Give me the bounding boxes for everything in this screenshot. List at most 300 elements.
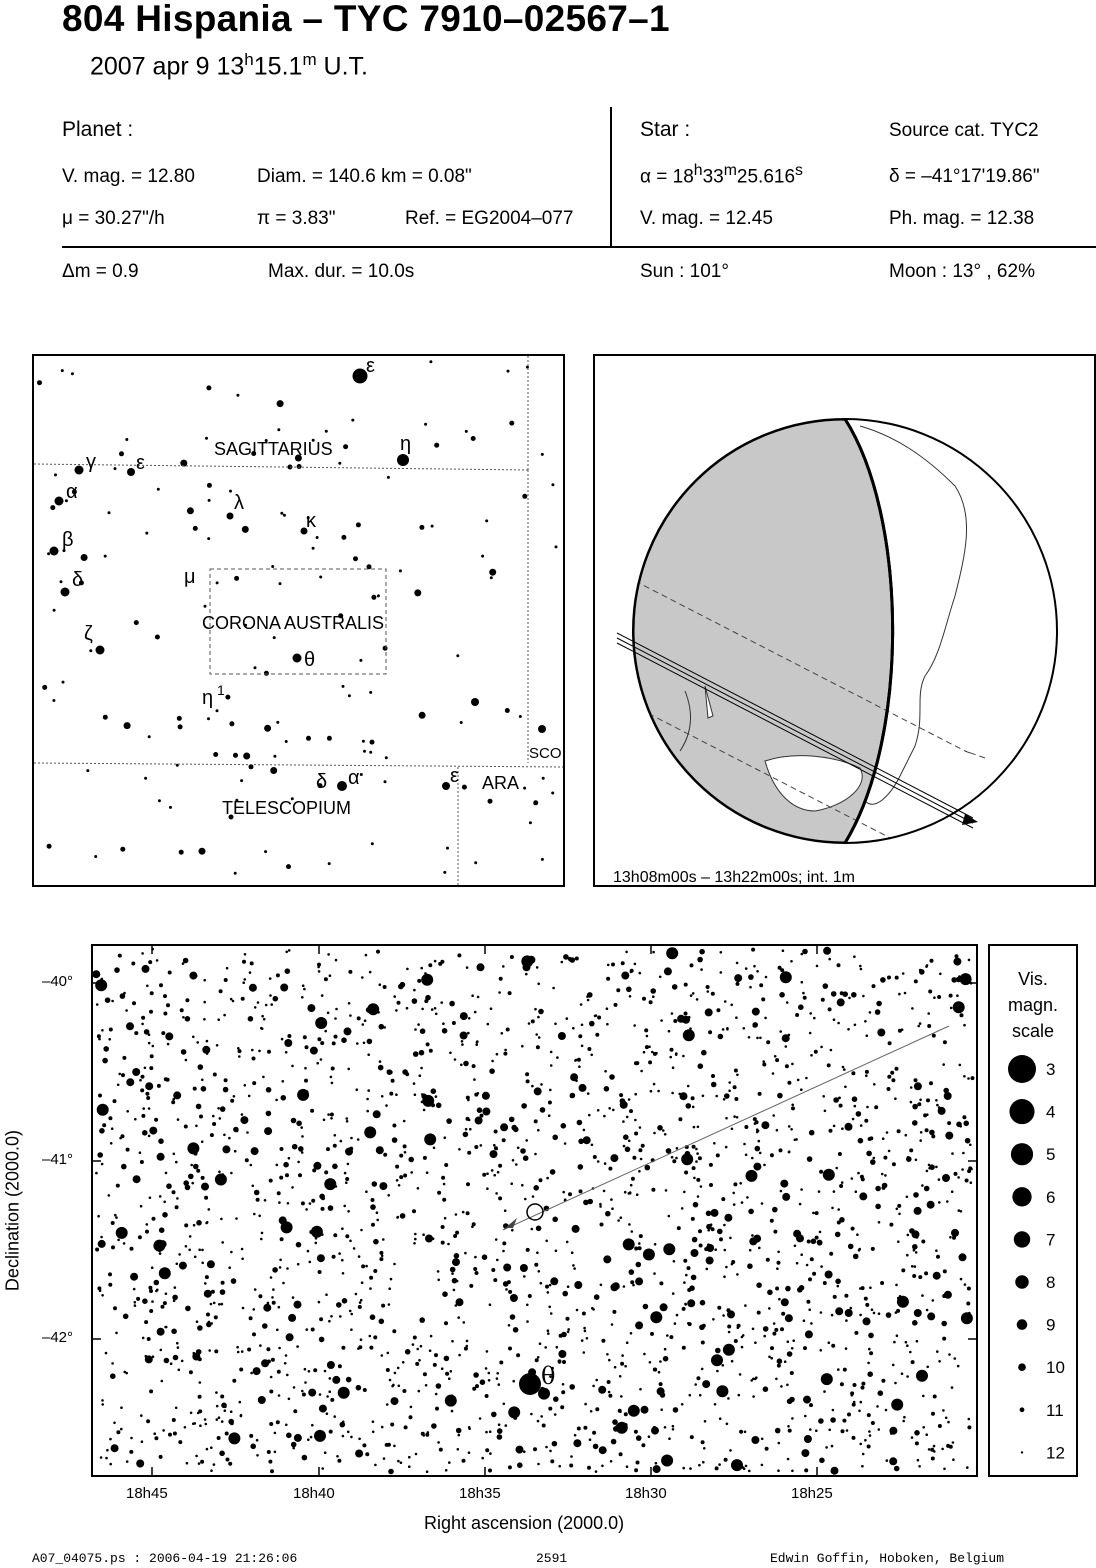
background-star — [187, 1142, 199, 1154]
background-star — [673, 1407, 679, 1413]
background-star — [662, 1129, 665, 1132]
background-star — [342, 1298, 348, 1304]
finder-star — [443, 871, 446, 874]
background-star — [763, 1335, 766, 1338]
background-star — [547, 1332, 550, 1335]
background-star — [248, 1016, 254, 1022]
background-star — [121, 1134, 125, 1138]
background-star — [232, 1000, 235, 1003]
background-star — [787, 1081, 791, 1085]
background-star — [766, 1040, 770, 1044]
finder-star — [456, 654, 459, 657]
background-star — [449, 1001, 455, 1007]
background-star — [818, 1418, 824, 1424]
background-star — [865, 1303, 869, 1307]
background-star — [316, 1062, 319, 1065]
background-star — [212, 1115, 215, 1118]
background-star — [845, 1319, 848, 1322]
background-star — [587, 1092, 590, 1095]
background-star — [150, 1054, 154, 1058]
background-star — [801, 981, 804, 984]
background-star — [479, 1417, 482, 1420]
background-star — [794, 1245, 797, 1248]
background-star — [513, 1416, 517, 1420]
background-star — [367, 1039, 373, 1045]
background-star — [373, 1335, 377, 1339]
background-star — [907, 1234, 910, 1237]
background-star — [938, 1106, 941, 1109]
background-star — [386, 1403, 389, 1406]
finder-star — [193, 526, 198, 531]
background-star — [683, 1259, 687, 1263]
background-star — [277, 1191, 281, 1195]
background-star — [125, 1009, 128, 1012]
finder-star — [283, 514, 286, 517]
background-star — [123, 992, 126, 995]
background-star — [516, 1446, 524, 1454]
background-star — [291, 1442, 297, 1448]
background-star — [232, 1379, 236, 1383]
background-star — [713, 1363, 716, 1366]
background-star — [427, 1431, 430, 1434]
background-star — [136, 1460, 144, 1468]
background-star — [672, 1428, 675, 1431]
background-star — [154, 1436, 158, 1440]
background-star — [362, 1023, 365, 1026]
footer-author: Edwin Goffin, Hoboken, Belgium — [770, 1551, 1005, 1566]
greek-label: ε — [366, 356, 375, 377]
background-star — [830, 1049, 833, 1052]
background-star — [397, 1216, 400, 1219]
background-star — [369, 1276, 373, 1280]
background-star — [473, 1372, 479, 1378]
background-star — [549, 1284, 552, 1287]
background-star — [121, 1073, 125, 1077]
background-star — [486, 1187, 489, 1190]
background-star — [349, 1310, 352, 1313]
background-star — [575, 957, 579, 961]
background-star — [815, 1211, 819, 1215]
background-star — [267, 1450, 271, 1454]
background-star — [502, 1250, 505, 1253]
background-star — [114, 1214, 117, 1217]
background-star — [332, 1376, 340, 1384]
background-star — [577, 1120, 583, 1126]
background-star — [868, 1348, 871, 1351]
background-star — [453, 1289, 456, 1292]
background-star — [133, 1175, 141, 1183]
finder-star — [351, 419, 354, 422]
background-star — [722, 1314, 725, 1317]
background-star — [364, 1019, 367, 1022]
background-star — [956, 1122, 962, 1128]
background-star — [583, 1200, 589, 1206]
background-star — [780, 975, 786, 981]
finder-star — [338, 462, 341, 465]
background-star — [687, 1322, 690, 1325]
background-star — [622, 1120, 625, 1123]
background-star — [620, 1362, 624, 1366]
background-star — [413, 989, 416, 992]
background-star — [710, 1248, 713, 1251]
background-star — [953, 1001, 965, 1013]
background-star — [838, 1152, 842, 1156]
background-star — [158, 1138, 164, 1144]
background-star — [897, 1296, 909, 1308]
background-star — [933, 1272, 941, 1280]
background-star — [773, 1322, 776, 1325]
background-star — [778, 966, 782, 970]
background-star — [142, 1107, 145, 1110]
background-star — [288, 949, 291, 952]
background-star — [464, 1252, 467, 1255]
background-star — [444, 1136, 447, 1139]
background-star — [540, 1415, 543, 1418]
background-star — [929, 1130, 935, 1136]
background-star — [205, 1275, 209, 1279]
background-star — [376, 950, 380, 954]
background-star — [272, 1301, 276, 1305]
background-star — [335, 959, 338, 962]
background-star — [661, 1455, 673, 1467]
greek-label: α — [348, 767, 360, 789]
background-star — [593, 1155, 597, 1159]
background-star — [636, 1461, 640, 1465]
y-axis-label: Declination (2000.0) — [2, 1129, 23, 1292]
event-minutes: 15.1 — [253, 52, 303, 81]
background-star — [302, 1393, 306, 1397]
background-star — [856, 1111, 862, 1117]
background-star — [617, 1219, 620, 1222]
background-star — [437, 1191, 441, 1195]
background-star — [552, 1217, 558, 1223]
background-star — [473, 1078, 476, 1081]
background-star — [753, 1163, 761, 1171]
background-star — [171, 1100, 175, 1104]
background-star — [298, 1173, 302, 1177]
background-star — [702, 1461, 705, 1464]
background-star — [716, 1370, 719, 1373]
background-star — [218, 1171, 221, 1174]
background-star — [436, 1383, 442, 1389]
background-star — [421, 974, 433, 986]
background-star — [537, 1463, 540, 1466]
background-star — [960, 1013, 964, 1017]
finder-star — [507, 370, 510, 373]
background-star — [800, 1188, 803, 1191]
background-star — [117, 1239, 120, 1242]
background-star — [437, 1270, 440, 1273]
background-star — [164, 1358, 170, 1364]
background-star — [947, 1121, 951, 1125]
background-star — [731, 1459, 743, 1471]
header-vertical-divider — [610, 107, 612, 247]
background-star — [826, 1171, 830, 1175]
background-star — [319, 1393, 322, 1396]
background-star — [307, 1250, 310, 1253]
background-star — [701, 1050, 707, 1056]
background-star — [777, 1358, 783, 1364]
background-star — [669, 1056, 672, 1059]
background-star — [941, 1321, 947, 1327]
background-star — [108, 1116, 112, 1120]
background-star — [315, 1237, 318, 1240]
background-star — [349, 1240, 352, 1243]
finder-star — [271, 565, 274, 568]
background-star — [242, 960, 246, 964]
background-star — [330, 1076, 333, 1079]
background-star — [345, 1181, 348, 1184]
background-star — [943, 1269, 947, 1273]
background-star — [426, 1470, 429, 1473]
background-star — [194, 1152, 198, 1156]
background-star — [442, 1291, 448, 1297]
background-star — [741, 1201, 744, 1204]
finder-star — [62, 681, 65, 684]
finder-star — [234, 576, 239, 581]
background-star — [896, 1309, 900, 1313]
background-star — [408, 1157, 414, 1163]
background-star — [482, 1254, 488, 1260]
finder-star — [371, 595, 376, 600]
background-star — [310, 1109, 314, 1113]
background-star — [190, 1412, 193, 1415]
background-star — [636, 1193, 639, 1196]
background-star — [634, 963, 637, 966]
background-star — [163, 1301, 167, 1305]
greek-label: θ — [304, 649, 316, 671]
background-star — [825, 1271, 833, 1279]
background-star — [967, 1287, 971, 1291]
greek-label: ε — [450, 765, 459, 787]
background-star — [136, 1297, 140, 1301]
background-star — [690, 1435, 694, 1439]
finder-star — [229, 721, 234, 726]
background-star — [433, 1147, 436, 1150]
asteroid-path — [503, 1026, 949, 1230]
background-star — [842, 1066, 845, 1069]
background-star — [672, 1066, 675, 1069]
finder-star — [460, 721, 463, 724]
finder-star — [353, 556, 358, 561]
background-star — [888, 1041, 892, 1045]
background-star — [334, 1134, 337, 1137]
background-star — [347, 1068, 350, 1071]
background-star — [228, 1462, 232, 1466]
background-star — [134, 1304, 137, 1307]
background-star — [863, 1317, 871, 1325]
background-star — [690, 994, 693, 997]
background-star — [327, 1012, 330, 1015]
alpha-s: s — [795, 162, 803, 179]
background-star — [611, 1439, 617, 1445]
background-star — [797, 1079, 800, 1082]
background-star — [145, 1355, 153, 1363]
background-star — [720, 971, 723, 974]
background-star — [638, 1242, 641, 1245]
background-star — [773, 1230, 777, 1234]
background-star — [744, 1304, 747, 1307]
background-star — [204, 1282, 207, 1285]
background-star — [890, 1071, 894, 1075]
finder-star — [54, 473, 57, 476]
background-star — [216, 1405, 219, 1408]
background-star — [932, 1299, 935, 1302]
background-star — [204, 1418, 207, 1421]
background-star — [540, 1083, 543, 1086]
background-star — [205, 1423, 208, 1426]
background-star — [777, 1469, 780, 1472]
finder-star — [387, 476, 390, 479]
background-star — [466, 1345, 469, 1348]
alpha-m: m — [723, 162, 737, 179]
background-star — [195, 1455, 198, 1458]
background-star — [733, 1203, 736, 1206]
background-star — [282, 1080, 285, 1083]
background-star — [145, 1230, 149, 1234]
background-star — [274, 1432, 277, 1435]
background-star — [957, 1176, 960, 1179]
background-star — [912, 1230, 920, 1238]
background-star — [696, 1376, 700, 1380]
background-star — [861, 1465, 864, 1468]
background-star — [614, 1366, 617, 1369]
background-star — [828, 1007, 832, 1011]
background-star — [347, 1163, 350, 1166]
background-star — [462, 1459, 466, 1463]
background-star — [181, 1360, 184, 1363]
background-star — [955, 954, 959, 958]
background-star — [291, 1065, 294, 1068]
named-star — [442, 782, 450, 790]
background-star — [149, 1196, 152, 1199]
background-star — [611, 1323, 614, 1326]
background-star — [488, 1379, 491, 1382]
background-star — [719, 1417, 722, 1420]
background-star — [757, 1130, 760, 1133]
background-star — [566, 1317, 570, 1321]
background-star — [561, 1390, 565, 1394]
background-star — [467, 1151, 471, 1155]
background-star — [235, 1217, 238, 1220]
background-star — [800, 1253, 803, 1256]
background-star — [117, 1084, 120, 1087]
background-star — [208, 1208, 211, 1211]
background-star — [345, 1148, 353, 1156]
background-star — [861, 1286, 865, 1290]
background-star — [434, 1007, 437, 1010]
background-star — [276, 1329, 279, 1332]
finder-star — [264, 850, 267, 853]
background-star — [515, 1163, 518, 1166]
background-star — [751, 1157, 754, 1160]
background-star — [748, 974, 754, 980]
background-star — [887, 1087, 891, 1091]
background-star — [513, 1327, 519, 1333]
background-star — [182, 1016, 185, 1019]
background-star — [847, 1413, 851, 1417]
background-star — [268, 1460, 272, 1464]
background-star — [853, 955, 856, 958]
background-star — [278, 1347, 281, 1350]
background-star — [837, 1221, 841, 1225]
detail-chart-svg — [93, 946, 976, 1475]
background-star — [840, 1382, 844, 1386]
background-star — [397, 1460, 400, 1463]
background-star — [696, 1178, 700, 1182]
background-star — [276, 1420, 280, 1424]
background-star — [346, 1120, 349, 1123]
background-star — [548, 1101, 552, 1105]
background-star — [141, 1114, 145, 1118]
background-star — [363, 1042, 366, 1045]
detail-star-chart — [91, 944, 978, 1477]
background-star — [810, 1322, 813, 1325]
background-star — [101, 1029, 104, 1032]
background-star — [761, 1121, 769, 1129]
background-star — [619, 1411, 622, 1414]
scale-svg — [990, 946, 1076, 1475]
background-star — [452, 1258, 460, 1266]
background-star — [965, 1138, 971, 1144]
finder-star — [286, 864, 291, 869]
background-star — [962, 1115, 966, 1119]
background-star — [304, 1381, 307, 1384]
background-star — [535, 1033, 538, 1036]
background-star — [851, 1177, 854, 1180]
background-star — [944, 1291, 952, 1299]
background-star — [594, 1294, 600, 1300]
background-star — [860, 1124, 863, 1127]
background-star — [321, 1467, 324, 1470]
background-star — [510, 1314, 516, 1320]
background-star — [288, 1157, 291, 1160]
background-star — [573, 1439, 581, 1447]
background-star — [831, 1445, 834, 1448]
background-star — [685, 1274, 688, 1277]
background-star — [709, 1163, 713, 1167]
background-star — [394, 1372, 397, 1375]
background-star — [650, 988, 656, 994]
background-star — [486, 1172, 489, 1175]
background-star — [891, 1078, 895, 1082]
background-star — [534, 1119, 538, 1123]
background-star — [610, 1460, 613, 1463]
background-star — [335, 1185, 338, 1188]
background-star — [397, 1001, 401, 1005]
background-star — [852, 1118, 855, 1121]
background-star — [269, 1390, 273, 1394]
background-star — [648, 1060, 652, 1064]
background-star — [144, 1029, 150, 1035]
background-star — [612, 1109, 615, 1112]
background-star — [258, 1294, 262, 1298]
background-star — [689, 1394, 692, 1397]
background-star — [231, 1278, 237, 1284]
background-star — [461, 1014, 464, 1017]
background-star — [707, 1229, 710, 1232]
background-star — [267, 1302, 270, 1305]
background-star — [612, 1282, 620, 1290]
background-star — [926, 964, 929, 967]
background-star — [531, 1228, 534, 1231]
background-star — [815, 1236, 819, 1240]
background-star — [792, 1339, 795, 1342]
background-star — [417, 979, 421, 983]
background-star — [324, 1178, 336, 1190]
background-star — [482, 1173, 486, 1177]
background-star — [671, 1156, 674, 1159]
